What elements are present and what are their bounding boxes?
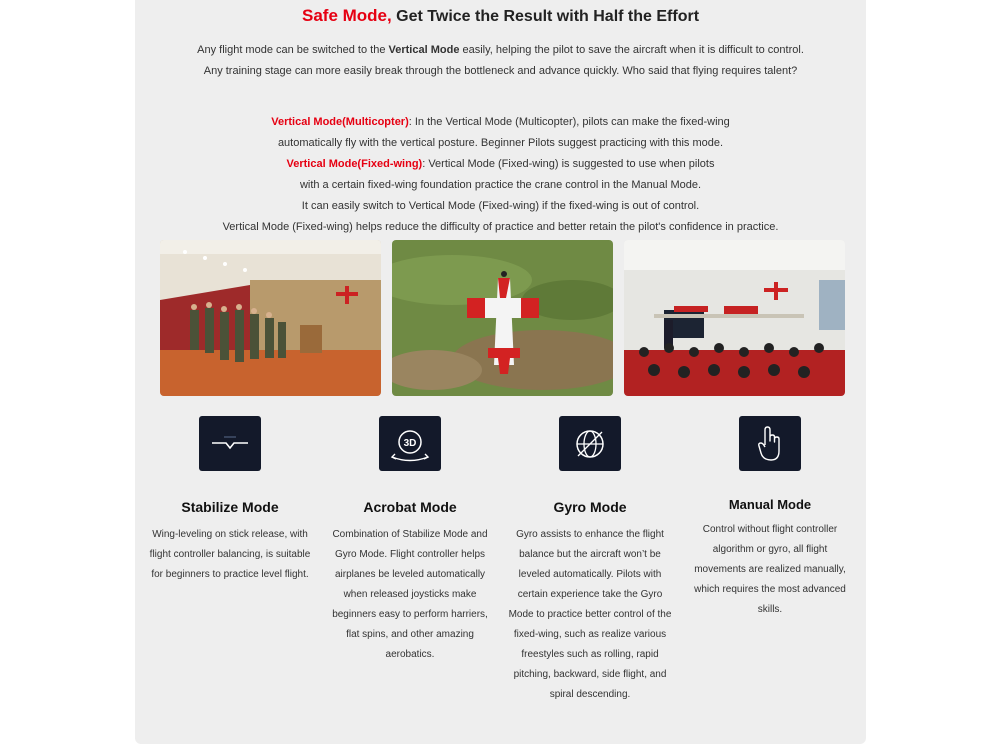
fixedwing-text-1: : Vertical Mode (Fixed-wing) is suggested to use when pilots: [422, 158, 715, 170]
fixedwing-line-4: Vertical Mode (Fixed-wing) helps reduce the difficulty of practice and better retain the pilot's confidence in practice.: [222, 221, 779, 233]
mode-description: Gyro assists to enhance the flight balance but the aircraft won’t be leveled automatically. Pilots with certain experience take the Gyro Mode to practice better control of the fixed-wing, such as realize various freestyles such as rolling, rapid pitching, backward, side flight, and spiral descending.: [508, 529, 672, 700]
mode-description: Combination of Stabilize Mode and Gyro Mode. Flight controller helps airplanes be leveled automatically when released joysticks make beginners easy to perform harriers, flat spins, and other amazing aerobatics.: [332, 529, 488, 660]
title-rest: Get Twice the Result with Half the Effort: [391, 8, 700, 25]
flight-modes: [140, 416, 860, 736]
mode-stabilize: [140, 416, 320, 585]
intro-line-1-pre: Any flight mode can be switched to the: [197, 44, 389, 56]
multicopter-line-1: [160, 112, 841, 133]
intro-line-1: [185, 40, 816, 61]
vertical-mode-description: [160, 112, 841, 238]
mode-name: Acrobat Mode: [363, 499, 457, 515]
mode-name: Manual Mode: [728, 497, 812, 512]
fixedwing-line-1: [160, 154, 841, 175]
3d-rotation-icon: [379, 416, 441, 471]
stabilize-wing-icon: [199, 416, 261, 471]
multicopter-text-1: : In the Vertical Mode (Multicopter), pilots can make the fixed-wing: [408, 116, 730, 128]
classroom-photo: [624, 240, 845, 396]
mode-name: Gyro Mode: [553, 499, 627, 515]
gyro-globe-icon: [559, 416, 621, 471]
plane-on-grass-photo: [392, 240, 613, 396]
mode-description: Wing-leveling on stick release, with flight controller balancing, is suitable for beginners to practice level flight.: [149, 529, 311, 580]
fixedwing-label: Vertical Mode(Fixed-wing): [286, 158, 423, 170]
mode-gyro: [500, 416, 680, 705]
3d-icon-text: 3D: [403, 437, 417, 449]
intro-line-1-bold: Vertical Mode: [388, 44, 460, 56]
photo-row: [160, 240, 845, 396]
page-title: [135, 6, 866, 26]
fixedwing-line-2: with a certain fixed-wing foundation practice the crane control in the Manual Mode.: [299, 179, 702, 191]
fixedwing-line-3: It can easily switch to Vertical Mode (Fixed-wing) if the fixed-wing is out of control.: [301, 200, 700, 212]
mode-manual: [680, 416, 860, 620]
intro-line-2: Any training stage can more easily break through the bottleneck and advance quickly. Who said that flying requires talent?: [203, 65, 798, 77]
title-highlight: Safe Mode,: [301, 6, 392, 25]
mode-acrobat: [320, 416, 500, 665]
mode-description: Control without flight controller algorithm or gyro, all flight movements are realized manually, which requires the most advanced skills.: [694, 524, 846, 615]
hand-pointer-icon: [739, 416, 801, 471]
mode-name: Stabilize Mode: [181, 499, 279, 515]
multicopter-line-2: automatically fly with the vertical posture. Beginner Pilots suggest practicing with this mode.: [277, 137, 724, 149]
multicopter-label: Vertical Mode(Multicopter): [271, 116, 409, 128]
intro-line-1-post: easily, helping the pilot to save the aircraft when it is difficult to control.: [459, 44, 804, 56]
intro-text: [185, 40, 816, 82]
auditorium-photo: [160, 240, 381, 396]
